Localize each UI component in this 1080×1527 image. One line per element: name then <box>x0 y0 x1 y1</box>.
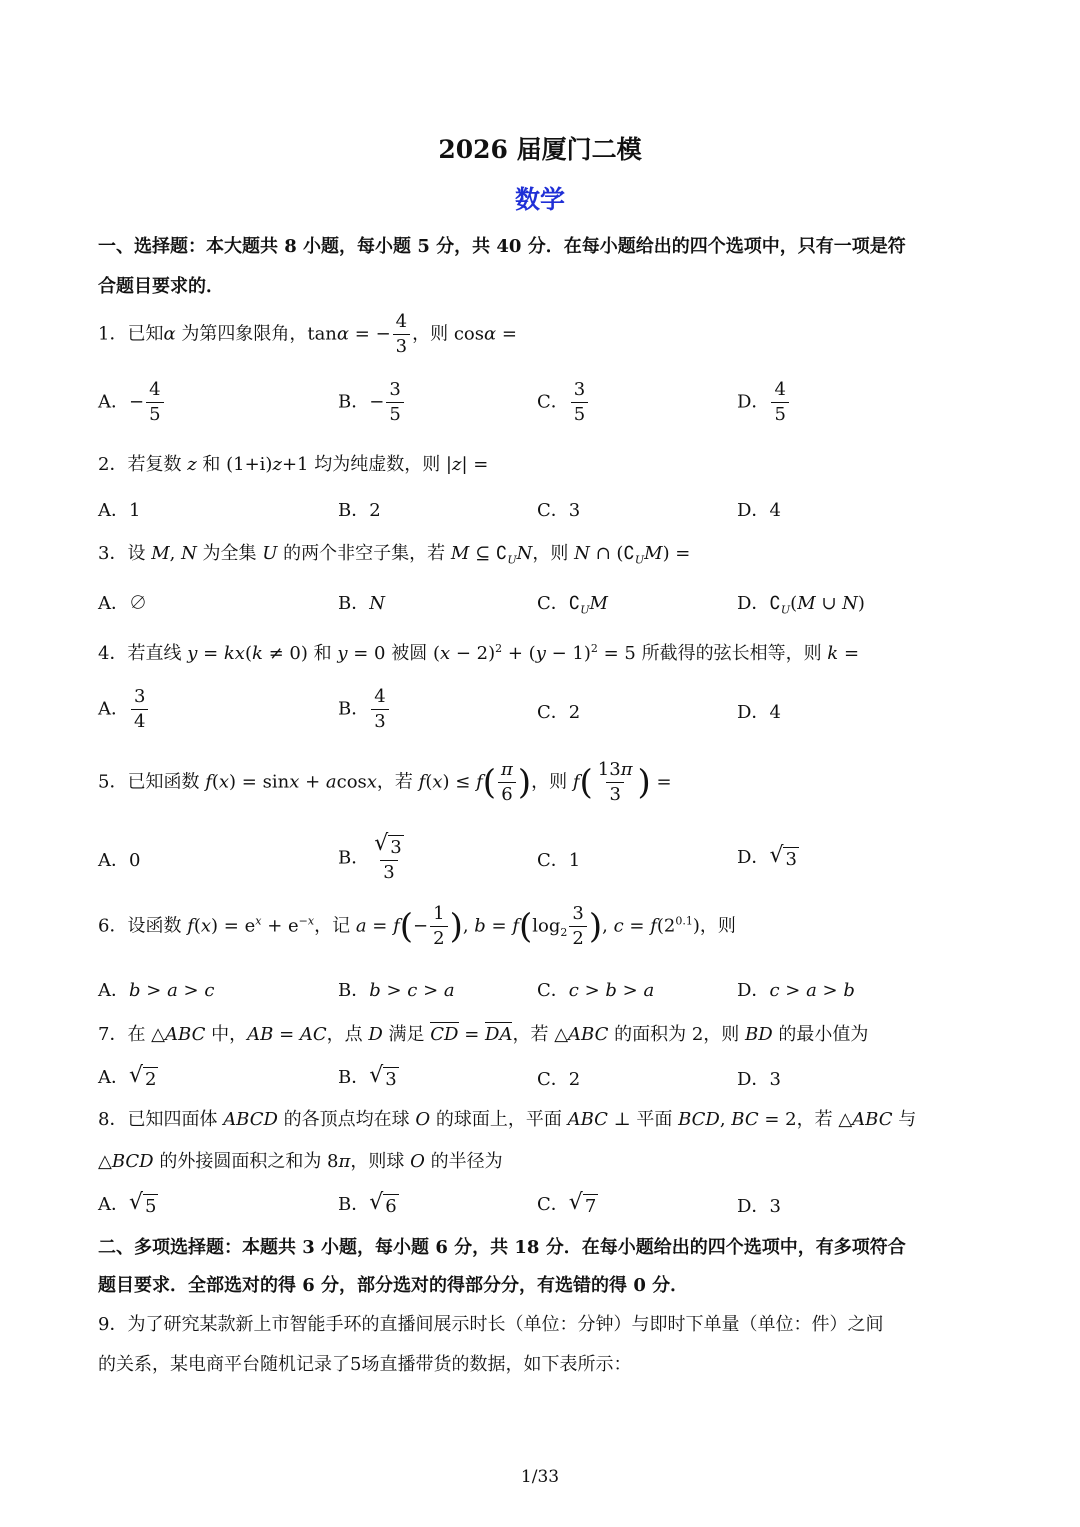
section1-heading-line2: 合题目要求的． <box>98 276 224 297</box>
question-5: 5．已知函数 f(x) = sinx + acosx，若 f(x) ≤ f( $\frac{\pi}{6}$ )，则 f( $\frac{13\pi}{3}$ ) = <box>98 759 672 805</box>
q1-option-a[interactable]: A．− $\frac{4}{5}$ <box>98 378 166 427</box>
question-8-line2: △BCD 的外接圆面积之和为 8π，则球 O 的半径为 <box>98 1151 503 1172</box>
q7-option-b[interactable]: B． √ 3 <box>338 1063 397 1090</box>
q4-option-d[interactable]: D．4 <box>737 702 781 723</box>
q5-option-d[interactable]: D． √ 3 <box>737 843 797 870</box>
q1-option-d[interactable]: D． $\frac{4}{5}$ <box>737 378 791 427</box>
q5-option-a[interactable]: A．0 <box>98 850 141 871</box>
question-6: 6．设函数 $f(x) = e^x + e^{-x}$，记 a = f(− $\frac{1}{2}$ ), $b = f(\log_2$ $\frac{3}{2}$ ), $c = f(2^{0.1})$，则 <box>98 903 736 949</box>
q2-option-b[interactable]: B．2 <box>338 500 381 521</box>
q6-option-a[interactable]: A．b > a > c <box>98 980 215 1001</box>
q3-option-b[interactable]: B．N <box>338 593 385 614</box>
subject-title: 数学 <box>514 185 565 214</box>
question-8-line1: 8．已知四面体 ABCD 的各顶点均在球 O 的球面上，平面 ABC ⊥ 平面 BCD, BC = 2，若 △ABC 与 <box>98 1109 917 1130</box>
question-3: 3．设 M, N 为全集 U 的两个非空子集，若 M ⊆ $∁_UN$，则 N ∩ $(∁_UM)$ = <box>98 543 691 567</box>
q6-option-b[interactable]: B．b > c > a <box>338 980 455 1001</box>
section2-heading-line2: 题目要求．全部选对的得 6 分，部分选对的得部分分，有选错的得 0 分． <box>98 1275 689 1296</box>
question-9-line2: 的关系，某电商平台随机记录了5场直播带货的数据，如下表所示： <box>98 1354 632 1375</box>
q6-option-c[interactable]: C．c > b > a <box>537 980 655 1001</box>
question-4: 4．若直线 y = kx(k ≠ 0) 和 y = 0 被圆 $(x - 2)^2 + (y - 1)^2 = 5$ 所截得的弦长相等，则 k = <box>98 642 860 664</box>
question-1: 1．已知α 为第四象限角，tanα = − $\frac{4}{3}$ ，则 cosα = <box>98 311 517 357</box>
q3-option-c[interactable]: C．$∁_UM$ <box>537 593 608 617</box>
q8-option-a[interactable]: A． √ 5 <box>98 1190 157 1217</box>
section2-heading-line1: 二、多项选择题：本题共 3 小题，每小题 6 分，共 18 分．在每小题给出的四个选项中，有多项符合 <box>98 1237 906 1258</box>
question-7: 7．在 △ABC 中，AB = AC，点 D 满足 CD = DA，若 △ABC 的面积为 2，则 BD 的最小值为 <box>98 1024 869 1045</box>
q8-option-b[interactable]: B． √ 6 <box>338 1190 397 1217</box>
q5-option-b[interactable]: B． √ 3 3 <box>338 831 402 883</box>
q2-option-c[interactable]: C．3 <box>537 500 581 521</box>
q7-option-d[interactable]: D．3 <box>737 1069 781 1090</box>
q8-option-c[interactable]: C． √ 7 <box>537 1190 597 1217</box>
q5-option-c[interactable]: C．1 <box>537 850 581 871</box>
page-number: 1/33 <box>520 1467 560 1487</box>
section1-heading-line1: 一、选择题：本大题共 8 小题，每小题 5 分，共 40 分．在每小题给出的四个选项中，只有一项是符 <box>98 236 906 257</box>
q4-option-c[interactable]: C．2 <box>537 702 581 723</box>
question-2: 2．若复数 z 和 (1+i)z+1 均为纯虚数，则 |z| = <box>98 454 489 475</box>
q2-option-a[interactable]: A．1 <box>98 500 141 521</box>
q1-option-b[interactable]: B．− $\frac{3}{5}$ <box>338 378 406 427</box>
q1-option-c[interactable]: C． $\frac{3}{5}$ <box>537 378 590 427</box>
q7-option-c[interactable]: C．2 <box>537 1069 581 1090</box>
q6-option-d[interactable]: D．c > a > b <box>737 980 855 1001</box>
q3-option-a[interactable]: A．∅ <box>98 593 147 614</box>
q7-option-a[interactable]: A． √ 2 <box>98 1063 157 1090</box>
q8-option-d[interactable]: D．3 <box>737 1196 781 1217</box>
q4-option-b[interactable]: B． $\frac{4}{3}$ <box>338 685 391 734</box>
q4-option-a[interactable]: A． $\frac{3}{4}$ <box>98 685 150 734</box>
q3-option-d[interactable]: D．$∁_U(M$ ∪ N) <box>737 593 865 617</box>
page-title: 2026 届厦门二模 <box>438 135 642 164</box>
question-9-line1: 9．为了研究某款新上市智能手环的直播间展示时长（单位：分钟）与即时下单量（单位：件）之间 <box>98 1314 884 1335</box>
q2-option-d[interactable]: D．4 <box>737 500 781 521</box>
